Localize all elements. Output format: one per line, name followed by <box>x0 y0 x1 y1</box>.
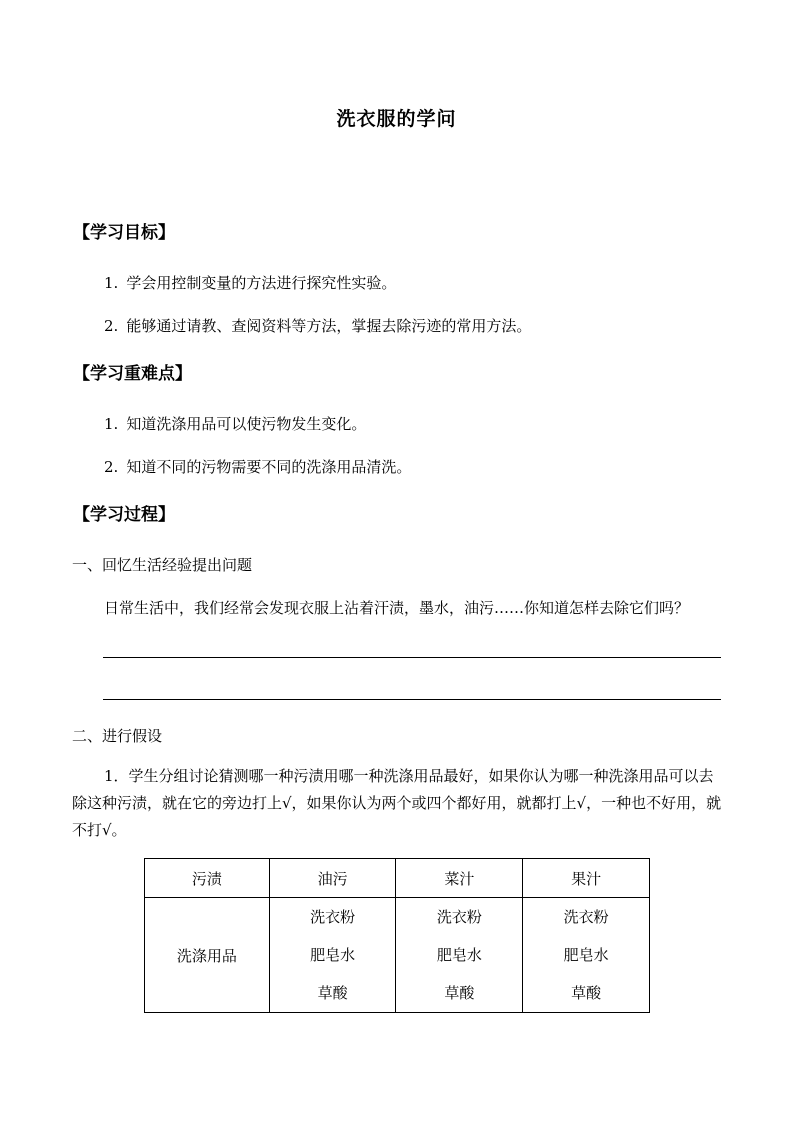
header-cell-oil: 油污 <box>269 859 396 898</box>
options-cell-oil[interactable] <box>269 898 396 1013</box>
heading-learning-process: 【学习过程】 <box>73 505 175 525</box>
key-point-item-2-number: 2. <box>104 458 119 476</box>
option-washing-powder[interactable]: 洗衣粉 <box>563 908 609 926</box>
option-oxalic-acid[interactable]: 草酸 <box>444 984 475 1002</box>
key-point-item-2 <box>104 456 411 477</box>
stain-detergent-table <box>144 858 650 1013</box>
key-point-item-1-text: 知道洗涤用品可以使污物发生变化。 <box>126 415 367 433</box>
goal-item-1-text: 学会用控制变量的方法进行探究性实验。 <box>126 274 397 292</box>
part2-instruction: 1．学生分组讨论猜测哪一种污渍用哪一种洗涤用品最好，如果你认为哪一种洗涤用品可以去除这种污渍，就在它的旁边打上√，如果你认为两个或四个都好用，就都打上√，一种也不好用，就不打√。 <box>72 767 722 839</box>
heading-learning-goals: 【学习目标】 <box>73 223 175 243</box>
part1-label: 一、回忆生活经验提出问题 <box>72 556 253 574</box>
heading-key-points: 【学习重难点】 <box>73 364 192 384</box>
part1-question: 日常生活中，我们经常会发现衣服上沾着汗渍，墨水，油污……你知道怎样去除它们吗？ <box>104 599 690 617</box>
goal-item-2-text: 能够通过请教、查阅资料等方法，掌握去除污迹的常用方法。 <box>126 317 532 335</box>
row-label-detergent: 洗涤用品 <box>145 898 270 1013</box>
option-oxalic-acid[interactable]: 草酸 <box>571 984 602 1002</box>
goal-item-2 <box>104 315 531 336</box>
key-point-item-1-number: 1. <box>104 415 119 433</box>
key-point-item-1 <box>104 413 366 434</box>
options-cell-vegetable-juice[interactable] <box>396 898 523 1013</box>
options-cell-fruit-juice[interactable] <box>523 898 650 1013</box>
answer-line-2[interactable] <box>103 699 721 700</box>
option-washing-powder[interactable]: 洗衣粉 <box>310 908 356 926</box>
goal-item-2-number: 2. <box>104 317 119 335</box>
option-washing-powder[interactable]: 洗衣粉 <box>436 908 482 926</box>
option-soap-water[interactable]: 肥皂水 <box>310 946 356 964</box>
option-oxalic-acid[interactable]: 草酸 <box>317 984 348 1002</box>
option-soap-water[interactable]: 肥皂水 <box>563 946 609 964</box>
page-title: 洗衣服的学问 <box>336 108 457 130</box>
header-cell-stain: 污渍 <box>145 859 270 898</box>
header-cell-fruit-juice: 果汁 <box>523 859 650 898</box>
goal-item-1 <box>104 272 396 293</box>
goal-item-1-number: 1. <box>104 274 119 292</box>
part2-label: 二、进行假设 <box>72 727 163 745</box>
answer-line-1[interactable] <box>103 657 721 658</box>
header-cell-vegetable-juice: 菜汁 <box>396 859 523 898</box>
table-header-row <box>145 859 650 898</box>
key-point-item-2-text: 知道不同的污物需要不同的洗涤用品清洗。 <box>126 458 412 476</box>
option-soap-water[interactable]: 肥皂水 <box>436 946 482 964</box>
table-row <box>145 898 650 1013</box>
